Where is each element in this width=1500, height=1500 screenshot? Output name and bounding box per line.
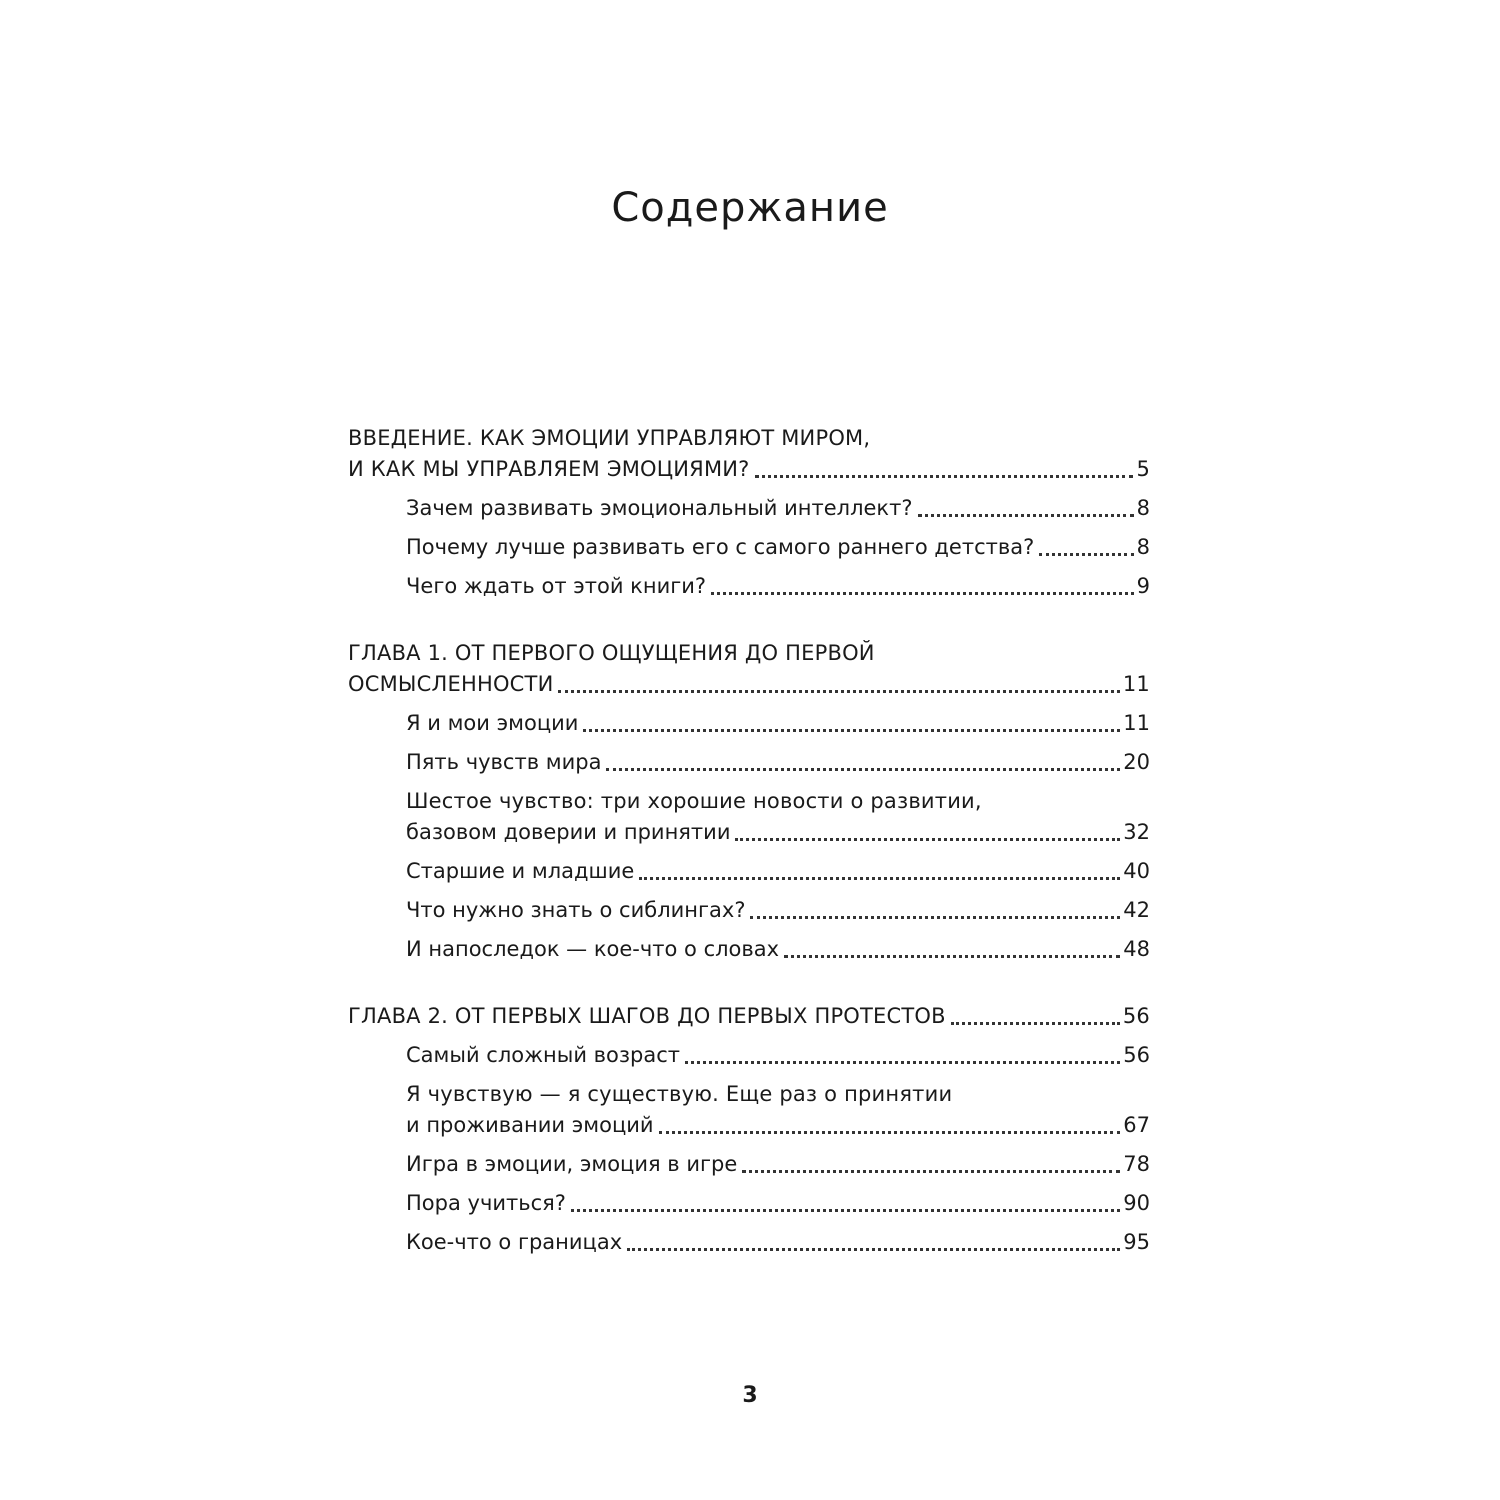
subentry-title: Игра в эмоции, эмоция в игре xyxy=(406,1152,738,1176)
page-number: 11 xyxy=(1123,711,1150,735)
page-number: 8 xyxy=(1136,535,1150,559)
toc-subentry[interactable] xyxy=(348,895,1150,926)
subentry-title: Я и мои эмоции xyxy=(406,711,579,735)
toc-subentry[interactable] xyxy=(348,747,1150,778)
page-number: 67 xyxy=(1123,1113,1150,1137)
toc-subentry[interactable] xyxy=(348,532,1150,563)
toc-subentry[interactable] xyxy=(348,934,1150,965)
subentry-title: Пять чувств мира xyxy=(406,750,602,774)
dot-leader xyxy=(685,1061,1120,1064)
toc-subentry[interactable] xyxy=(348,1149,1150,1180)
table-of-contents xyxy=(348,423,1150,1258)
toc-chapter-2 xyxy=(348,1001,1150,1258)
page-number: 48 xyxy=(1123,937,1150,961)
subentry-title: И напоследок — кое-что о словах xyxy=(406,937,780,961)
chapter-title-line: ВВЕДЕНИЕ. КАК ЭМОЦИИ УПРАВЛЯЮТ МИРОМ, xyxy=(348,426,871,450)
page-number: 42 xyxy=(1123,898,1150,922)
dot-leader xyxy=(571,1209,1120,1212)
toc-subentry[interactable] xyxy=(348,1079,1150,1141)
toc-subentry[interactable] xyxy=(348,1227,1150,1258)
subentry-title: Что нужно знать о сиблингах? xyxy=(406,898,746,922)
toc-subentry[interactable] xyxy=(348,1040,1150,1071)
subentry-title-line: Шестое чувство: три хорошие новости о развитии, xyxy=(406,789,982,813)
page-number: 56 xyxy=(1122,1004,1150,1028)
toc-chapter-1 xyxy=(348,638,1150,965)
subentry-title: Зачем развивать эмоциональный интеллект? xyxy=(406,496,913,520)
page-number: 90 xyxy=(1123,1191,1150,1215)
toc-subentry[interactable] xyxy=(348,571,1150,602)
page-number: 9 xyxy=(1136,574,1150,598)
subentry-title: Почему лучше развивать его с самого раннего детства? xyxy=(406,535,1035,559)
dot-leader xyxy=(606,768,1120,771)
dot-leader xyxy=(639,877,1120,880)
page-number: 8 xyxy=(1136,496,1150,520)
subentry-title: Самый сложный возраст xyxy=(406,1043,681,1067)
dot-leader xyxy=(711,592,1134,595)
subentry-title: Чего ждать от этой книги? xyxy=(406,574,707,598)
page-number: 56 xyxy=(1123,1043,1150,1067)
page-number: 5 xyxy=(1136,457,1150,481)
chapter-title-line: ГЛАВА 1. ОТ ПЕРВОГО ОЩУЩЕНИЯ ДО ПЕРВОЙ xyxy=(348,641,875,665)
dot-leader xyxy=(735,838,1120,841)
dot-leader xyxy=(784,955,1120,958)
toc-subentry[interactable] xyxy=(348,786,1150,848)
page-number: 11 xyxy=(1122,672,1150,696)
page-title: Содержание xyxy=(611,185,889,231)
subentry-title: Пора учиться? xyxy=(406,1191,566,1215)
dot-leader xyxy=(659,1131,1121,1134)
page-number: 95 xyxy=(1123,1230,1150,1254)
page-number: 78 xyxy=(1123,1152,1150,1176)
dot-leader xyxy=(755,475,1134,478)
chapter-entry[interactable] xyxy=(348,454,1150,485)
toc-subentry[interactable] xyxy=(348,708,1150,739)
toc-subentry[interactable] xyxy=(348,493,1150,524)
dot-leader xyxy=(951,1022,1120,1025)
dot-leader xyxy=(750,916,1120,919)
toc-chapter-introduction xyxy=(348,423,1150,602)
dot-leader xyxy=(583,729,1120,732)
chapter-title-line: ГЛАВА 2. ОТ ПЕРВЫХ ШАГОВ ДО ПЕРВЫХ ПРОТЕСТОВ xyxy=(348,1004,946,1028)
subentry-title: Кое-что о границах xyxy=(406,1230,623,1254)
dot-leader xyxy=(742,1170,1120,1173)
chapter-title-line: И КАК МЫ УПРАВЛЯЕМ ЭМОЦИЯМИ? xyxy=(348,457,750,481)
chapter-entry[interactable] xyxy=(348,669,1150,700)
page-number: 40 xyxy=(1123,859,1150,883)
folio-page-number: 3 xyxy=(742,1383,758,1408)
dot-leader xyxy=(627,1248,1120,1251)
dot-leader xyxy=(558,690,1119,693)
subentry-title: Старшие и младшие xyxy=(406,859,635,883)
page-number: 32 xyxy=(1123,820,1150,844)
subentry-title: базовом доверии и принятии xyxy=(406,820,731,844)
chapter-entry[interactable] xyxy=(348,1001,1150,1032)
subentry-title: и проживании эмоций xyxy=(406,1113,654,1137)
toc-subentry[interactable] xyxy=(348,1188,1150,1219)
dot-leader xyxy=(918,514,1134,517)
section-spacer xyxy=(348,602,1150,638)
chapter-title-line: ОСМЫСЛЕННОСТИ xyxy=(348,672,554,696)
toc-subentry[interactable] xyxy=(348,856,1150,887)
page-number: 20 xyxy=(1123,750,1150,774)
section-spacer xyxy=(348,965,1150,1001)
subentry-title-line: Я чувствую — я существую. Еще раз о принятии xyxy=(406,1082,953,1106)
dot-leader xyxy=(1039,553,1133,556)
